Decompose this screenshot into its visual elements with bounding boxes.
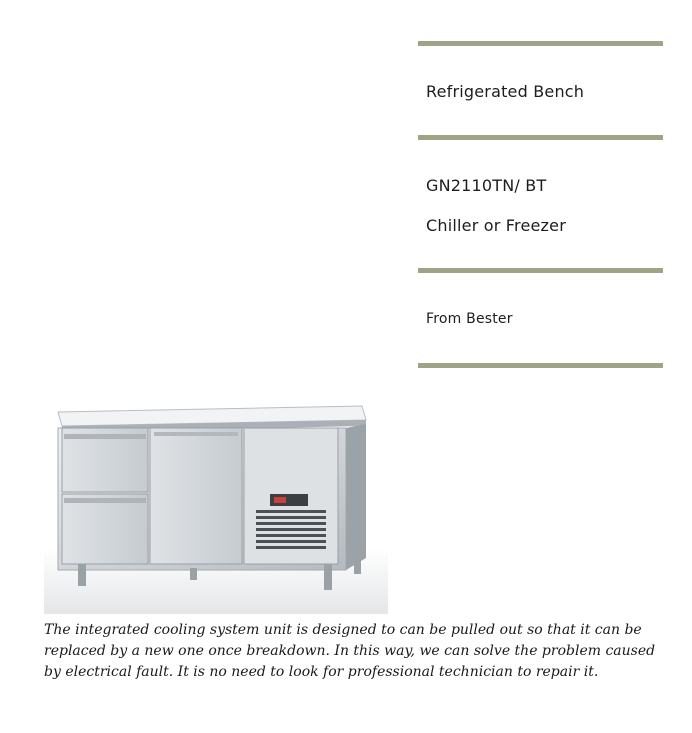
product-model: GN2110TN/ BT bbox=[426, 176, 547, 195]
product-category: Refrigerated Bench bbox=[426, 82, 585, 101]
product-source: From Bester bbox=[426, 311, 513, 327]
divider-rule-2 bbox=[418, 135, 663, 140]
divider-rule-3 bbox=[418, 268, 663, 273]
refrigerated-bench-image bbox=[44, 398, 388, 614]
product-description: The integrated cooling system unit is designed to can be pulled out so that it can be replaced by a new one once breakdown. In this way, we can solve the problem caused by electrical fault. It is no need to look for professional technician to repair it. bbox=[44, 622, 656, 680]
divider-rule-4 bbox=[418, 363, 663, 368]
product-type: Chiller or Freezer bbox=[426, 216, 566, 235]
divider-rule-1 bbox=[418, 41, 663, 46]
